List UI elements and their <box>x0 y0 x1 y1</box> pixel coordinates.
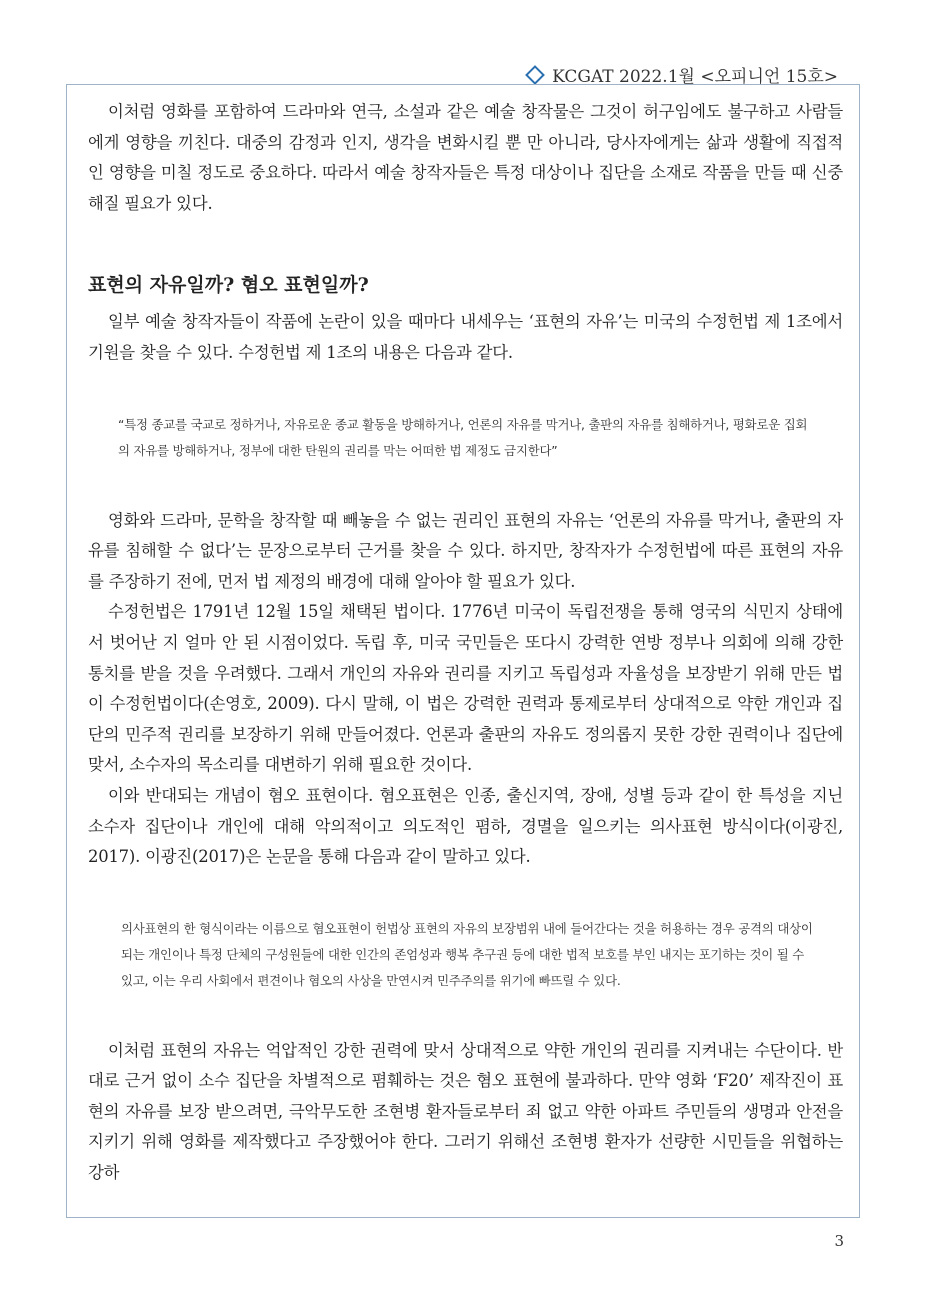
paragraph-creators: 영화와 드라마, 문학을 창작할 때 빼놓을 수 없는 권리인 표현의 자유는 ‘언론의 자유를 막거나, 출판의 자유를 침해할 수 없다’는 문장으로부터 근거를 찾을 수 있다. 하지만, 창작자가 수정헌법에 따른 표현의 자유를 주장하기 전에, 먼저 법 제정의 배경에 대해 알아야 할 필요가 있다. <box>88 510 843 591</box>
paragraph-freedom-origin: 일부 예술 창작자들이 작품에 논란이 있을 때마다 내세우는 ‘표현의 자유’는 미국의 수정헌법 제 1조에서 기원을 찾을 수 있다. 수정헌법 제 1조의 내용은 다음과 같다. <box>88 312 843 362</box>
diamond-icon <box>525 65 545 85</box>
paragraph-conclusion: 이처럼 표현의 자유는 억압적인 강한 권력에 맞서 상대적으로 약한 개인의 권리를 지켜내는 수단이다. 반대로 근거 없이 소수 집단을 차별적으로 폄훼하는 것은 혐오 표현에 불과하다. 만약 영화 ‘F20’ 제작진이 표현의 자유를 보장 받으려면, 극악무도한 조현병 환자들로부터 죄 없고 약한 아파트 주민들의 생명과 안전을 지키기 위해 영화를 제작했다고 주장했어야 한다. 그러기 위해선 조현병 환자가 선량한 시민들을 위협하는 강하 <box>88 1040 843 1183</box>
document-body <box>88 97 843 1189</box>
amendment-quote: “특정 종교를 국교로 정하거나, 자유로운 종교 활동을 방해하거나, 언론의 자유를 막거나, 출판의 자유를 침해하거나, 평화로운 집회의 자유를 방해하거나, 정부에 대한 탄원의 권리를 막는 어떠한 법 제정도 금지한다” <box>118 416 808 458</box>
paragraph-amendment-history: 수정헌법은 1791년 12월 15일 채택된 법이다. 1776년 미국이 독립전쟁을 통해 영국의 식민지 상태에서 벗어난 지 얼마 안 된 시점이었다. 독립 후, 미국 국민들은 또다시 강력한 연방 정부나 의회에 의해 강한 통치를 받을 것을 우려했다. 그래서 개인의 자유와 권리를 지키고 독립성과 자율성을 보장받기 위해 만든 법이 수정헌법이다(손영호, 2009). 다시 말해, 이 법은 강력한 권력과 통제로부터 상대적으로 약한 개인과 집단의 민주적 권리를 보장하기 위해 만들어졌다. 언론과 출판의 자유도 정의롭지 못한 강한 권력이나 집단에 맞서, 소수자의 목소리를 대변하기 위해 필요한 것이다. <box>88 602 843 775</box>
page-number: 3 <box>834 1232 844 1250</box>
header-text: KCGAT 2022.1월 <오피니언 15호> <box>552 67 838 87</box>
research-quote: 의사표현의 한 형식이라는 이름으로 혐오표현이 헌법상 표현의 자유의 보장범위 내에 들어간다는 것을 허용하는 경우 공격의 대상이 되는 개인이나 특정 단체의 구성원들에 대한 인간의 존엄성과 행복 추구권 등에 대한 법적 보호를 부인 내지는 포기하는 것이 될 수 있고, 이는 우리 사회에서 편견이나 혐오의 사상을 만연시켜 민주주의를 위기에 빠뜨릴 수 있다. <box>121 920 813 988</box>
paragraph-intro: 이처럼 영화를 포함하여 드라마와 연극, 소설과 같은 예술 창작물은 그것이 허구임에도 불구하고 사람들에게 영향을 끼친다. 대중의 감정과 인지, 생각을 변화시킬 뿐 만 아니라, 당사자에게는 삶과 생활에 직접적인 영향을 미칠 정도로 중요하다. 따라서 예술 창작자들은 특정 대상이나 집단을 소재로 작품을 만들 때 신중해질 필요가 있다. <box>88 102 843 213</box>
section-heading: 표현의 자유일까? 혐오 표현일까? <box>88 274 369 297</box>
paragraph-hate-speech: 이와 반대되는 개념이 혐오 표현이다. 혐오표현은 인종, 출신지역, 장애, 성별 등과 같이 한 특성을 지닌 소수자 집단이나 개인에 대해 악의적이고 의도적인 폄하, 경멸을 일으키는 의사표현 방식이다(이광진, 2017). 이광진(2017)은 논문을 통해 다음과 같이 말하고 있다. <box>88 785 843 867</box>
